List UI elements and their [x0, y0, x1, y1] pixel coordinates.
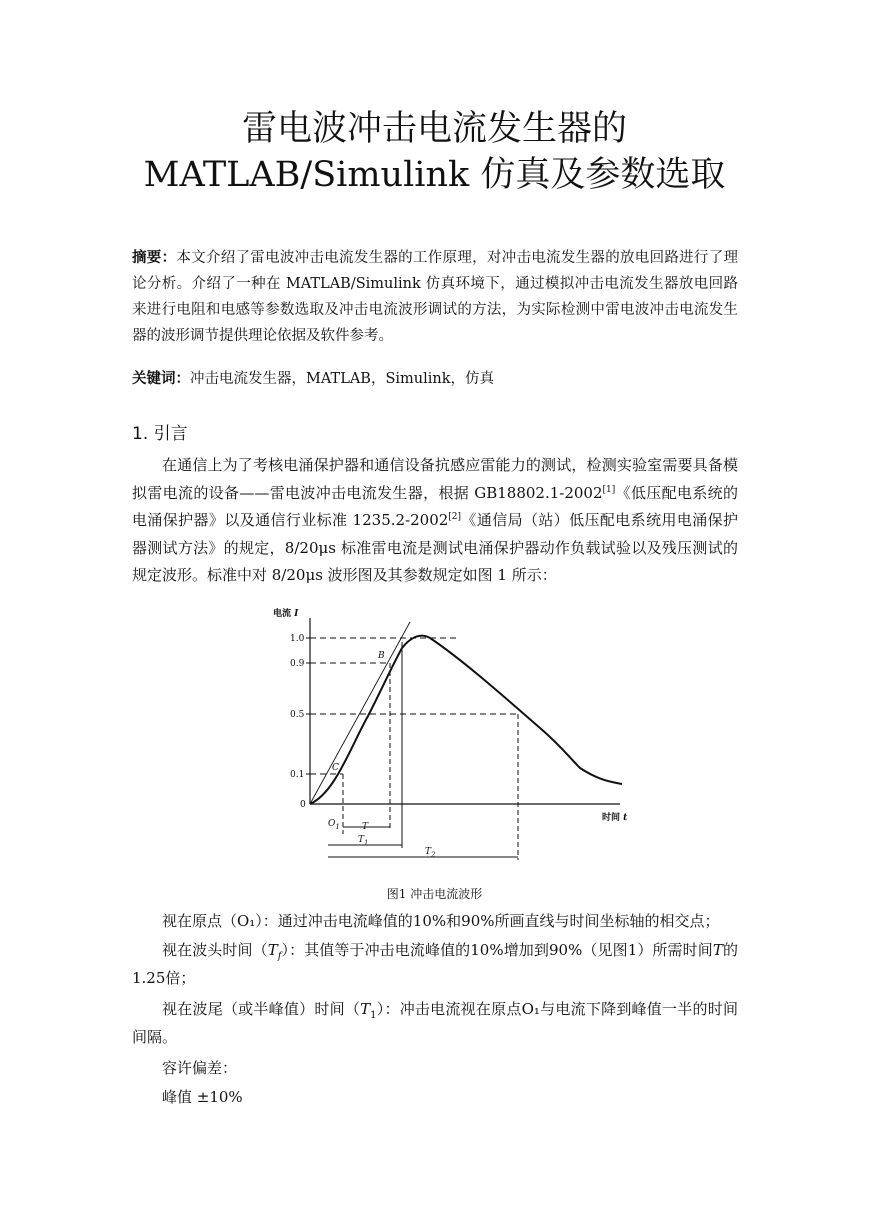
paper-title-line2: MATLAB/Simulink 仿真及参数选取: [143, 155, 726, 195]
figure-caption: 图1 冲击电流波形: [386, 887, 483, 901]
abstract: [132, 245, 738, 349]
y-tick-label-0.9: 0.9: [290, 659, 305, 669]
section-heading: 1. 引言: [132, 424, 188, 444]
abstract-label: 摘要：: [132, 250, 177, 266]
span-t2-label: $T_2$: [425, 847, 436, 859]
abstract-text: 本文介绍了雷电波冲击电流发生器的工作原理，对冲击电流发生器的放电回路进行了理论分析。介绍了一种在 MATLAB/Simulink 仿真环境下，通过模拟冲击电流发生器放电回路来进行电阻和电感等参数选取及冲击电流波形调试的方法，为实际检测中雷电波冲击电流发生器的波形调节提供理论依据及软件参考。: [132, 250, 739, 344]
virtual-front-line: [310, 622, 410, 804]
definition-tf: 视在波头时间$(T_f)$：其值等于冲击电流峰值的10%增加到90%（见图1）所需时间T的1.25倍；: [132, 941, 738, 987]
keywords-text: 冲击电流发生器，MATLAB，Simulink，仿真: [190, 371, 495, 387]
keywords-label: 关键词：: [132, 371, 190, 387]
waveform-curve: [310, 636, 622, 804]
peak-tolerance: 峰值 ±10%: [162, 1088, 243, 1106]
keywords: [132, 366, 738, 392]
ref-2: [2]: [448, 512, 462, 522]
y-tick-label-1.0: 1.0: [290, 634, 305, 644]
definition-t1: 视在波尾（或半峰值）时间$(T_1)$：冲击电流视在原点O₁与电流下降到峰值一半的时间间隔。: [132, 1000, 738, 1046]
origin-label: $O_1$: [328, 819, 340, 831]
intro-text-c: 《通信局（站）低压配电系统用电涌保护器测试方法》的规定，8/20μs 标准雷电流是测试电涌保护器动作负载试验以及残压测试的规定波形。标准中对 8/20μs 波形图及其参数规定如图 1 所示：: [132, 511, 738, 584]
current-waveform-figure: [240, 598, 640, 873]
intro-text-b: 《低压配电系统的电涌保护器》以及通信行业标准 1235.2-2002: [132, 483, 738, 529]
y-tick-label-0.1: 0.1: [290, 770, 305, 780]
point-b-label: B: [378, 651, 385, 661]
paper-title-line1: 雷电波冲击电流发生器的: [241, 109, 627, 149]
intro-paragraph: [132, 452, 738, 590]
y-tick-label-0.5: 0.5: [290, 710, 305, 720]
y-tick-label-0: 0: [300, 800, 306, 810]
tolerance-label: 容许偏差：: [162, 1059, 238, 1077]
span-t1-label: $T_1$: [358, 835, 369, 847]
span-t-label: T: [362, 822, 369, 832]
intro-text-a: 在通信上为了考核电涌保护器和通信设备抗感应雷能力的测试，检测实验室需要具备模拟雷电流的设备——雷电波冲击电流发生器，根据 GB18802.1-2002: [132, 456, 738, 502]
point-c-label: C: [332, 763, 339, 773]
y-axis-title: 电流 I: [273, 609, 299, 619]
definition-o1: 视在原点（O₁）：通过冲击电流峰值的10%和90%所画直线与时间坐标轴的相交点；: [162, 912, 720, 930]
x-axis-title: 时间 t: [602, 813, 628, 823]
ref-1: [1]: [602, 484, 616, 495]
